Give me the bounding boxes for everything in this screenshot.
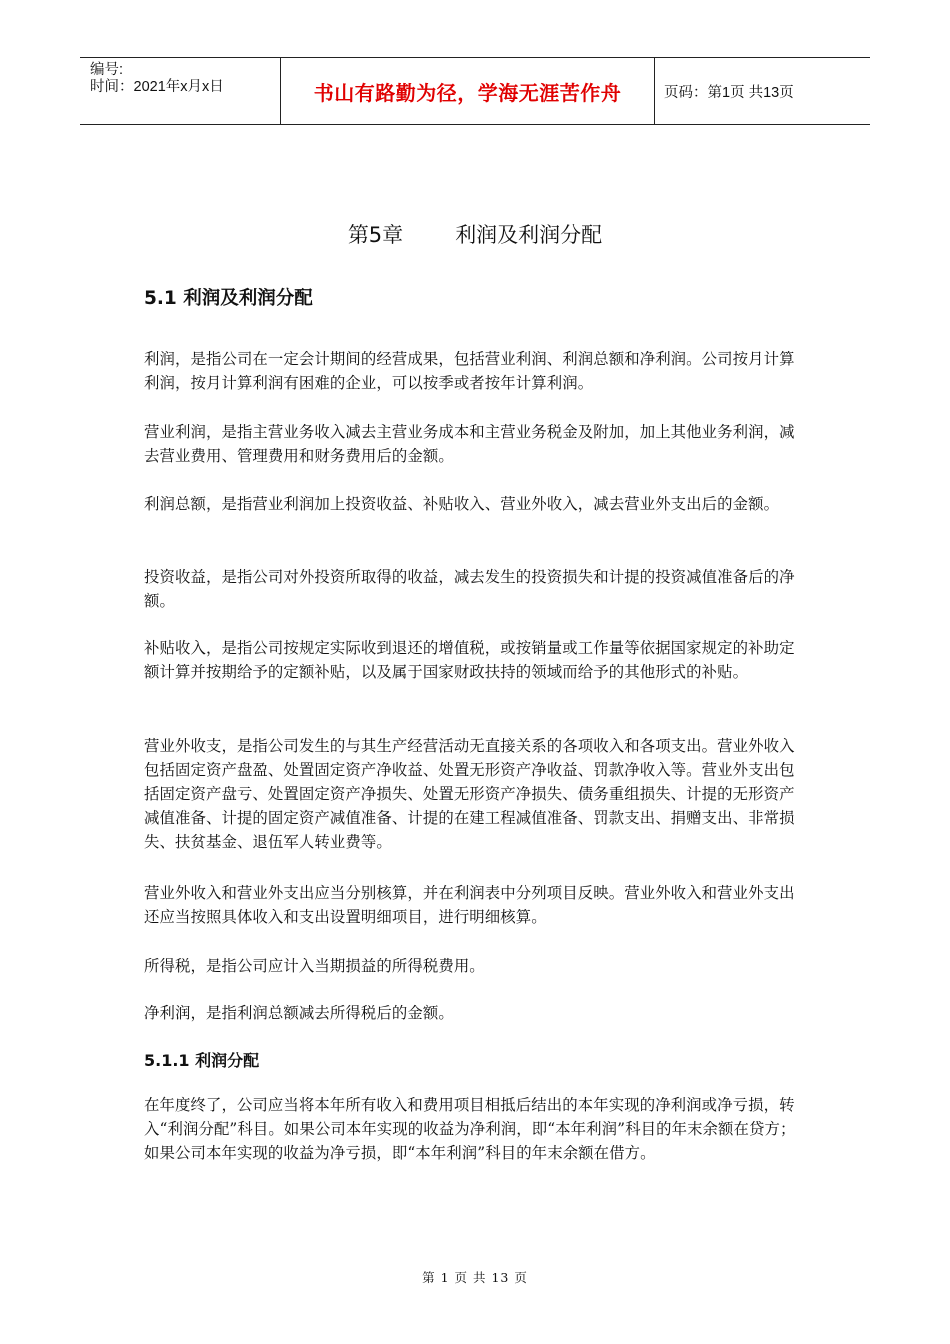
- page-footer: 第 1 页 共 13 页: [422, 1270, 528, 1285]
- paragraph-non-operating: 营业外收支，是指公司发生的与其生产经营活动无直接关系的各项收入和各项支出。营业外收入包括固定资产盘盈、处置固定资产净收益、处置无形资产净收益、罚款净收入等。营业外支出包括固定资产盘亏、处置固定资产净损失、处置无形资产净损失、债务重组损失、计提的无形资产减值准备、计提的固定资产减值准备、计提的在建工程减值准备、罚款支出、捐赠支出、非常损失、扶贫基金、退伍军人转业费等。: [144, 737, 795, 851]
- paragraph-income-tax: 所得税，是指公司应计入当期损益的所得税费用。: [144, 957, 485, 975]
- paragraph-net-profit: 净利润，是指利润总额减去所得税后的金额。: [144, 1004, 454, 1022]
- paragraph-subsidy-income: 补贴收入，是指公司按规定实际收到退还的增值税，或按销量或工作量等依据国家规定的补助定额计算并按期给予的定额补贴，以及属于国家财政扶持的领域而给予的其他形式的补贴。: [144, 639, 795, 681]
- document-time-label: 时间：2021年x月x日: [90, 79, 224, 95]
- paragraph-profit-distribution: 在年度终了，公司应当将本年所有收入和费用项目相抵后结出的本年实现的净利润或净亏损，转入“利润分配”科目。如果公司本年实现的收益为净利润，即“本年利润”科目的年末余额在贷方；如果公司本年实现的收益为净亏损，即“本年利润”科目的年末余额在借方。: [144, 1096, 796, 1162]
- paragraph-total-profit: 利润总额，是指营业利润加上投资收益、补贴收入、营业外收入，减去营业外支出后的金额。: [144, 495, 780, 513]
- header-motto: 书山有路勤为径，学海无涯苦作舟: [281, 58, 655, 124]
- paragraph-profit-definition: 利润，是指公司在一定会计期间的经营成果，包括营业利润、利润总额和净利润。公司按月计算利润，按月计算利润有困难的企业，可以按季或者按年计算利润。: [144, 350, 795, 392]
- header-meta-cell: [80, 58, 281, 124]
- section-heading: 5.1 利润及利润分配: [144, 288, 313, 309]
- document-header: [80, 57, 870, 125]
- subsection-heading: 5.1.1 利润分配: [144, 1051, 260, 1070]
- chapter-name: 利润及利润分配: [455, 223, 603, 247]
- paragraph-operating-profit: 营业利润，是指主营业务收入减去主营业务成本和主营业务税金及附加，加上其他业务利润，减去营业费用、管理费用和财务费用后的金额。: [144, 423, 795, 465]
- paragraph-investment-income: 投资收益，是指公司对外投资所取得的收益，减去发生的投资损失和计提的投资减值准备后的净额。: [144, 568, 795, 610]
- header-page-info: 页码：第1页 共13页: [664, 84, 794, 101]
- document-number-label: 编号:: [90, 62, 124, 78]
- chapter-title: [0, 219, 950, 249]
- chapter-number: 第5章: [347, 223, 404, 247]
- paragraph-non-operating-accounting: 营业外收入和营业外支出应当分别核算，并在利润表中分列项目反映。营业外收入和营业外支出还应当按照具体收入和支出设置明细项目，进行明细核算。: [144, 884, 795, 926]
